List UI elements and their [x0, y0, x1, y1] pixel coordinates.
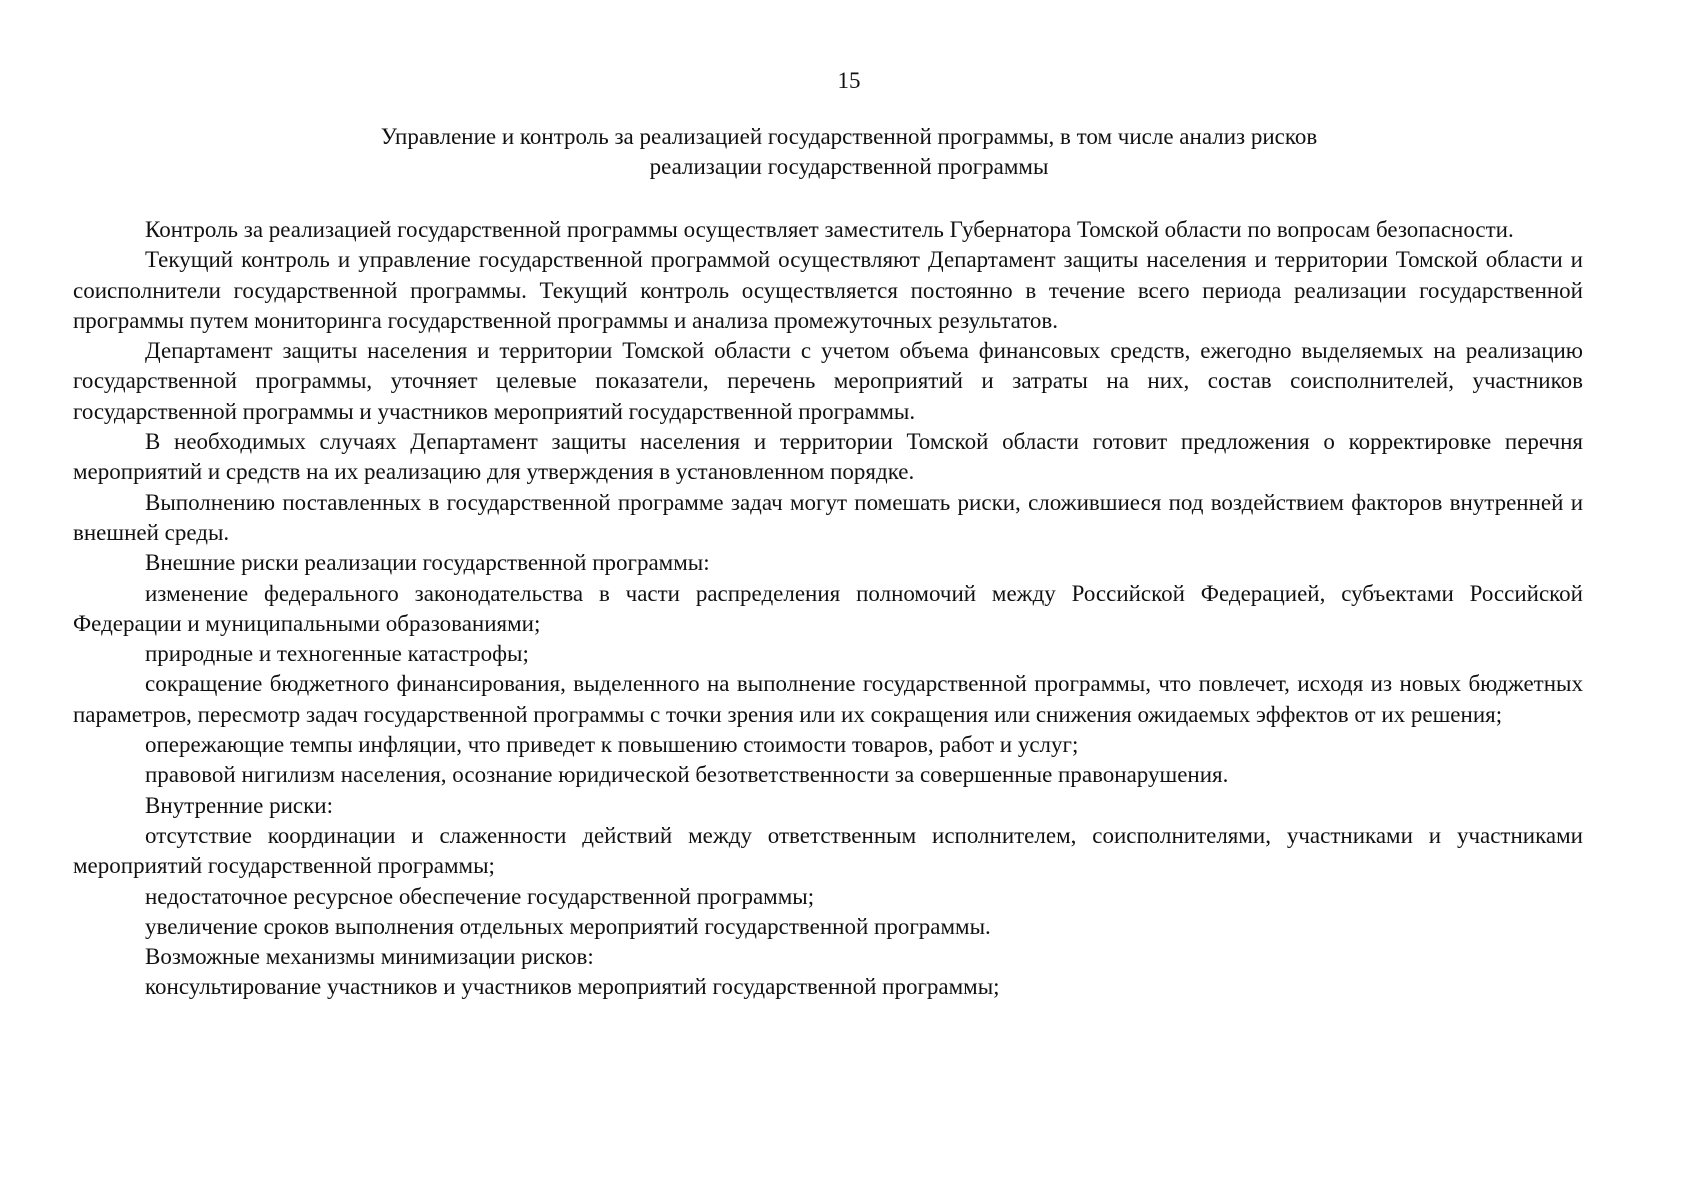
paragraph: Возможные механизмы минимизации рисков:	[145, 944, 594, 970]
paragraph: Контроль за реализацией государственной программы осуществляет заместитель Губернатора Томской области по вопросам безопасности.	[145, 217, 1514, 242]
paragraph: Выполнению поставленных в государственной программе задач могут помешать риски, сложившиеся под воздействием факторов внутренней и внешней среды.	[73, 489, 1583, 545]
list-item: отсутствие координации и слаженности действий между ответственным исполнителем, соисполнителями, участниками и участниками мероприятий государственной программы;	[73, 822, 1583, 879]
paragraph: Департамент защиты населения и территории Томской области с учетом объема финансовых средств, ежегодно выделяемых на реализацию государственной программы, уточняет целевые показатели, перечень мероприятий и затраты на них, состав соисполнителей, участников государственной программы и участников мероприятий государственной программы.	[73, 338, 1583, 424]
list-item: консультирование участников и участников мероприятий государственной программы;	[145, 974, 1000, 1000]
section-title-line-1: Управление и контроль за реализацией государственной программы, в том числе анализ рисков	[380, 124, 1318, 149]
list-item: увеличение сроков выполнения отдельных мероприятий государственной программы.	[145, 913, 991, 939]
paragraph: В необходимых случаях Департамент защиты населения и территории Томской области готовит предложения о корректировке перечня мероприятий и средств на их реализацию для утверждения в установленном порядке.	[73, 429, 1583, 485]
paragraph: Внешние риски реализации государственной программы:	[145, 550, 710, 576]
section-title	[0, 122, 1698, 182]
page-number: 15	[837, 68, 861, 93]
paragraph: Внутренние риски:	[145, 792, 333, 818]
paragraph: Текущий контроль и управление государственной программой осуществляют Департамент защиты населения и территории Томской области и соисполнители государственной программы. Текущий контроль осуществляется постоянно в течение всего периода реализации государственной программы путем мониторинга государственной программы и анализа промежуточных результатов.	[73, 247, 1583, 333]
section-title-line-2: реализации государственной программы	[649, 154, 1049, 179]
list-item: опережающие темпы инфляции, что приведет к повышению стоимости товаров, работ и услуг;	[145, 732, 1079, 758]
list-item: правовой нигилизм населения, осознание юридической безответственности за совершенные правонарушения.	[145, 762, 1229, 788]
list-item: изменение федерального законодательства в части распределения полномочий между Российской Федерацией, субъектами Российской Федерации и муниципальными образованиями;	[73, 580, 1583, 636]
list-item: недостаточное ресурсное обеспечение государственной программы;	[145, 883, 815, 909]
list-item: природные и техногенные катастрофы;	[145, 641, 529, 667]
list-item: сокращение бюджетного финансирования, выделенного на выполнение государственной программы, что повлечет, исходя из новых бюджетных параметров, пересмотр задач государственной программы с точки зрения или их сокращения или снижения ожидаемых эффектов от их решения;	[73, 671, 1583, 727]
document-body	[73, 215, 1583, 1003]
